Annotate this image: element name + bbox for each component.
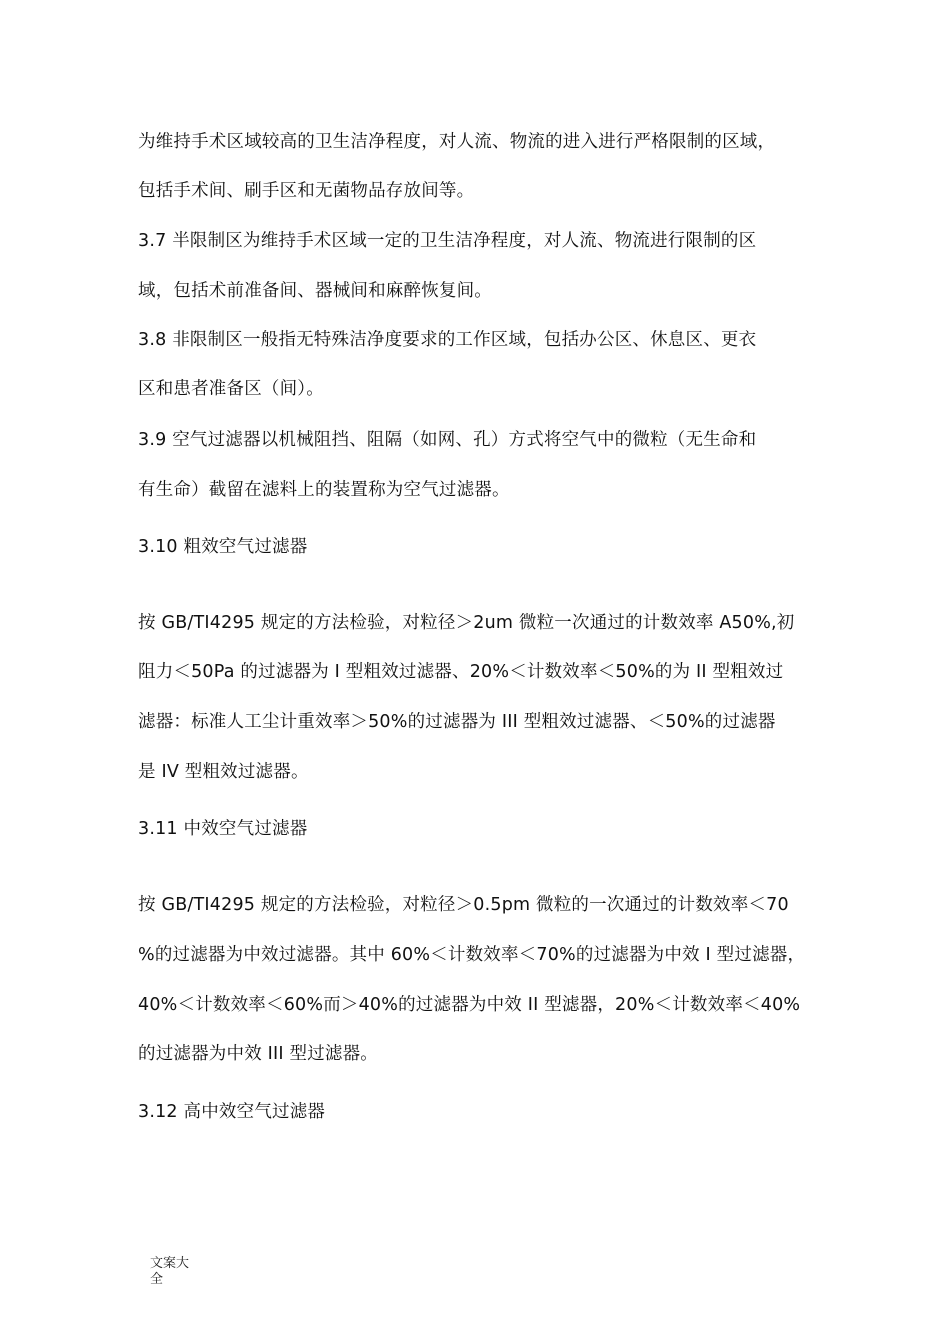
paragraph-3-7-line-2: 域，包括术前准备间、器械间和麻醉恢复间。 [138,281,492,301]
paragraph-3-11-line-4: 的过滤器为中效 III 型过滤器。 [138,1044,379,1064]
paragraph-3-10-line-4: 是 IV 型粗效过滤器。 [138,762,309,782]
paragraph-3-10-line-2: 阻力＜50Pa 的过滤器为 I 型粗效过滤器、20%＜计数效率＜50%的为 II 型粗效过 [138,662,784,682]
section-heading-3-10: 3.10 粗效空气过滤器 [138,537,308,557]
paragraph-1-line-1: 为维持手术区域较高的卫生洁净程度，对人流、物流的进入进行严格限制的区域， [138,132,776,152]
paragraph-1-line-2: 包括手术间、刷手区和无菌物品存放间等。 [138,181,475,201]
paragraph-3-7-line-1: 3.7 半限制区为维持手术区域一定的卫生洁净程度，对人流、物流进行限制的区 [138,231,757,251]
paragraph-3-11-line-1: 按 GB/TI4295 规定的方法检验，对粒径＞0.5pm 微粒的一次通过的计数效率＜70 [138,895,789,915]
section-heading-3-11: 3.11 中效空气过滤器 [138,819,308,839]
paragraph-3-10-line-3: 滤器：标准人工尘计重效率＞50%的过滤器为 III 型粗效过滤器、＜50%的过滤器 [138,712,776,732]
paragraph-3-11-line-2: %的过滤器为中效过滤器。其中 60%＜计数效率＜70%的过滤器为中效 I 型过滤器， [138,945,806,965]
section-heading-3-12: 3.12 高中效空气过滤器 [138,1102,326,1122]
page-footer: 文案大全 [150,1256,190,1287]
paragraph-3-9-line-2: 有生命）截留在滤料上的装置称为空气过滤器。 [138,480,510,500]
paragraph-3-8-line-1: 3.8 非限制区一般指无特殊洁净度要求的工作区域，包括办公区、休息区、更衣 [138,330,757,350]
paragraph-3-10-line-1: 按 GB/TI4295 规定的方法检验，对粒径＞2um 微粒一次通过的计数效率 A50%,初 [138,613,795,633]
paragraph-3-8-line-2: 区和患者准备区（间）。 [138,379,324,399]
paragraph-3-11-line-3: 40%＜计数效率＜60%而＞40%的过滤器为中效 II 型滤器，20%＜计数效率＜40% [138,995,801,1015]
paragraph-3-9-line-1: 3.9 空气过滤器以机械阻挡、阻隔（如网、孔）方式将空气中的微粒（无生命和 [138,430,757,450]
